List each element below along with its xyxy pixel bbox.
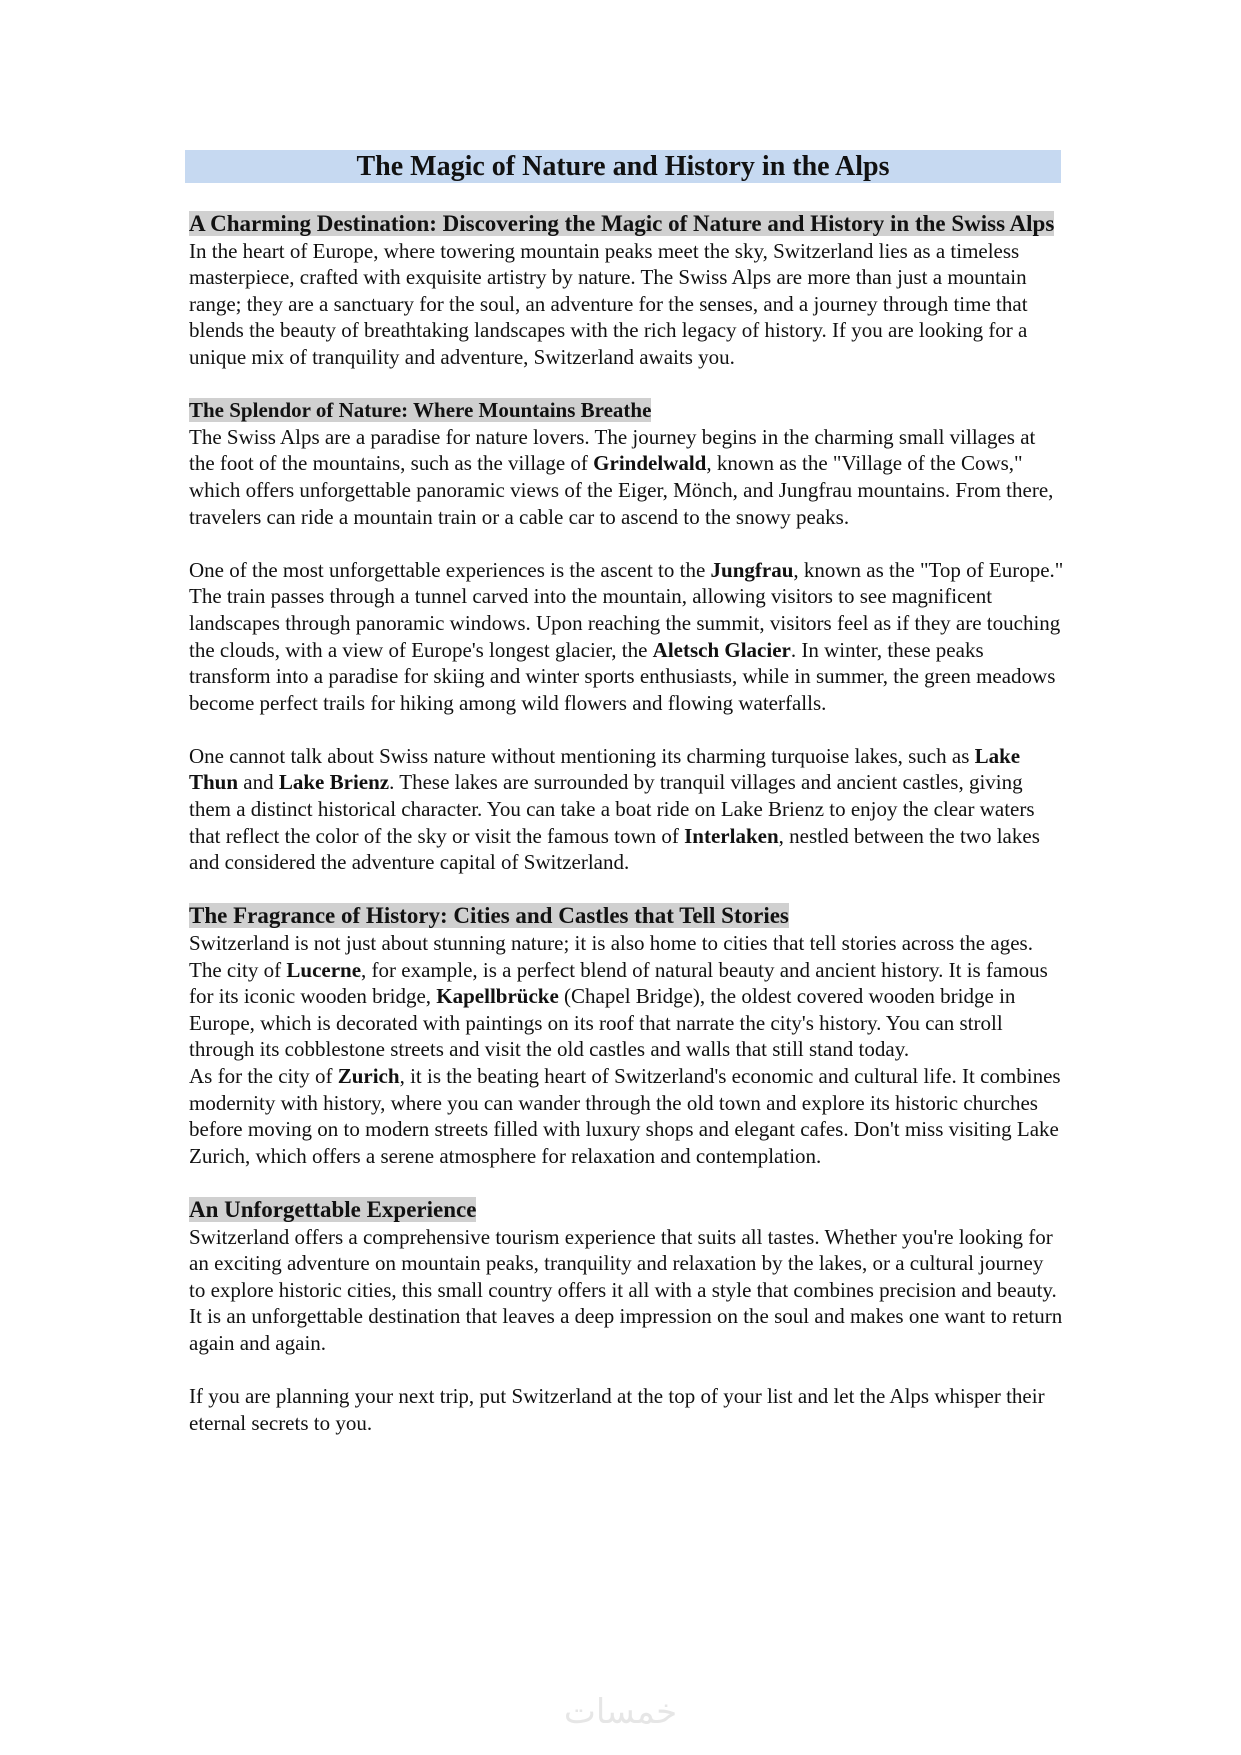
watermark-logo: خمسات bbox=[563, 1692, 678, 1732]
section-heading-experience: An Unforgettable Experience bbox=[189, 1196, 477, 1222]
paragraph-history-1: Switzerland is not just about stunning nature; it is also home to cities that tell stories across the ages. The city of Lucerne, for example, is a perfect blend of natural beauty and ancient history. It is famous for its iconic wooden bridge, Kapellbrücke (Chapel Bridge), the oldest covered wooden bridge in Europe, which is decorated with paintings on its roof that narrate the city's history. You can stroll through its cobblestone streets and visit the old castles and walls that still stand today. bbox=[189, 931, 1048, 1062]
section-heading-intro: A Charming Destination: Discovering the Magic of Nature and History in the Swiss Alps bbox=[189, 211, 1055, 236]
document-body bbox=[189, 210, 1064, 1436]
paragraph-experience-2: If you are planning your next trip, put Switzerland at the top of your list and let the Alps whisper their eternal secrets to you. bbox=[189, 1384, 1045, 1435]
paragraph-nature-1: The Swiss Alps are a paradise for nature lovers. The journey begins in the charming small villages at the foot of the mountains, such as the village of Grindelwald, known as the "Village of the Cows," which offers unforgettable panoramic views of the Eiger, Mönch, and Jungfrau mountains. From there, travelers can ride a mountain train or a cable car to ascend to the snowy peaks. bbox=[189, 424, 1054, 529]
paragraph-nature-3: One cannot talk about Swiss nature without mentioning its charming turquoise lakes, such as Lake Thun and Lake Brienz. These lakes are surrounded by tranquil villages and ancient castles, giving them a distinct historical character. You can take a boat ride on Lake Brienz to enjoy the clear waters that reflect the color of the sky or visit the famous town of Interlaken, nestled between the two lakes and considered the adventure capital of Switzerland. bbox=[189, 743, 1040, 875]
paragraph-nature-2: One of the most unforgettable experiences is the ascent to the Jungfrau, known as the "Top of Europe." The train passes through a tunnel carved into the mountain, allowing visitors to see magnificent landscapes through panoramic windows. Upon reaching the summit, visitors feel as if they are touching the clouds, with a view of Europe's longest glacier, the Aletsch Glacier. In winter, these peaks transform into a paradise for skiing and winter sports enthusiasts, while in summer, the green meadows become perfect trails for hiking among wild flowers and flowing waterfalls. bbox=[189, 557, 1064, 715]
paragraph-intro: In the heart of Europe, where towering mountain peaks meet the sky, Switzerland lies as a timeless masterpiece, crafted with exquisite artistry by nature. The Swiss Alps are more than just a mountain range; they are a sanctuary for the soul, an adventure for the senses, and a journey through time that blends the beauty of breathtaking landscapes with the rich legacy of history. If you are looking for a unique mix of tranquility and adventure, Switzerland awaits you. bbox=[189, 238, 1028, 369]
document-title: The Magic of Nature and History in the Alps bbox=[185, 150, 1061, 183]
paragraph-history-2: As for the city of Zurich, it is the beating heart of Switzerland's economic and cultural life. It combines modernity with history, where you can wander through the old town and explore its historic churches before moving on to modern streets filled with luxury shops and elegant cafes. Don't miss visiting Lake Zurich, which offers a serene atmosphere for relaxation and contemplation. bbox=[189, 1064, 1061, 1168]
section-heading-nature: The Splendor of Nature: Where Mountains Breathe bbox=[189, 398, 652, 423]
section-heading-history: The Fragrance of History: Cities and Castles that Tell Stories bbox=[189, 903, 789, 929]
paragraph-experience-1: Switzerland offers a comprehensive tourism experience that suits all tastes. Whether you're looking for an exciting adventure on mountain peaks, tranquility and relaxation by the lakes, or a cultural journey to explore historic cities, this small country offers it all with a style that combines precision and beauty. It is an unforgettable destination that leaves a deep impression on the soul and makes one want to return again and again. bbox=[189, 1224, 1063, 1355]
